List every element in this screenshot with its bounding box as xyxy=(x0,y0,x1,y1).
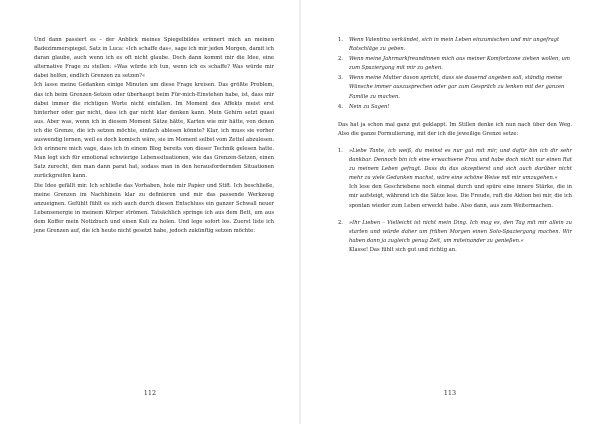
list-item-text: Wenn meine Jahrmarkfreundinnen mich aus meiner Komfortzone ziehen wollen, um zum Spaziergang mit mir zu gehen. xyxy=(349,56,570,72)
list-item-number: 2. xyxy=(338,219,343,226)
list-item-number: 1. xyxy=(338,147,343,154)
list-item xyxy=(338,147,572,211)
right-page xyxy=(300,0,600,424)
phrase-followup: Ich lese den Geschriebene noch einmal durch und spüre eine innere Stärke, die in mir aufsteigt, während ich die Sätze lese. Die Freude, ruft die Aktion bei mir, die ich spontan wieder zum Leben erweckt habe. Also dann, aus zum Weitermachen. xyxy=(349,184,572,209)
left-page-number: 112 xyxy=(143,389,157,397)
list-item xyxy=(338,219,572,255)
spacer xyxy=(338,139,572,147)
phrase-text: »Liebe Tante, ich weiß, du meinst es nur gut mit mir, und dafür bin ich dir sehr dankbar. Dennoch bin ich eine erwachsene Frau und habe doch nicht nur einen Rat zu meinem Leben gefragt. Dass du das akzeptierst und sich auch darüber nicht mehr zu viele Gedanken machst, wäre eine schöne Weise mit mir umzugehen.« xyxy=(349,147,572,182)
list-item-number: 2. xyxy=(338,56,343,63)
list-item-number: 4. xyxy=(338,103,343,110)
left-paragraph-2: Ich lasse meine Gedanken einige Minuten um diese Frage kreisen. Das größte Problem, das ich beim Grenzen-Setzen oder überhaupt beim Für-mich-Einstehen habe, ist, dass mir dabei immer die richtigen Worte nicht einfallen. Im Moment des Affekts meist erst hinterher oder gar nicht, dass ich gar nicht klar denken kann. Mein Gehirn setzt quasi aus. Aber was, wenn ich in diesem Moment Sätze hätte, Karten wie mir hätte, von denen ich die Grenze, die ich setzen möchte, einfach ablesen könnte? Klar, ich muss sie vorher auswendig lernen, weil es doch komisch wäre, sie im Moment selbst vom Zettel abzulesen. Ich erinnere mich vage, dass ich in einem Blog bereits von dieser Technik gelesen hatte. Man legt sich für emotional schwierige Lebenssituationen, wie das Grenzen-Setzen, einen Satz zurecht, den man dann parat hat, sodass man in den herausfordernden Situationen zurückgreifen kann. xyxy=(34,82,274,180)
list-item xyxy=(338,103,572,112)
spacer xyxy=(338,113,572,121)
phrase-followup: Klasse! Das fühlt sich gut und richtig an. xyxy=(349,246,457,253)
right-text-block xyxy=(338,36,572,256)
list-item-text: Wenn Valentina verkündet, sich in mein Leben einzumischen und mir ungefragt Ratschläge zu geben. xyxy=(349,37,560,53)
phrase-text: »Ihr Lieben – Vielleicht ist nicht mein Ding. Ich mag es, den Tag mit mir allein zu starten und würde daher um frühen Morgen einen Solo-Spaziergang machen. Wir haben dann ja zugleich genug Zeit, um miteinander zu genießen.« xyxy=(349,219,572,244)
list-item-text: Nein zu Sagen! xyxy=(349,103,390,110)
left-text-block xyxy=(34,36,274,236)
list-item-number: 3. xyxy=(338,75,343,82)
left-paragraph-1: Und dann passiert es – der Anblick meines Spiegelbildes erinnert mich an meinen Badezimmerspiegel. Satz in Luca: »Ich schaffe das«, sage ich mir jeden Morgen, damit ich daran glaube, auch wenn ich es oft nicht glaube. Doch dann kommt mir die Idee, eine alternative Frage zu stellen: »Was würde ich tun, wenn ich es schaffe? Was würde mir dabei helfen, endlich Grenzen zu setzen?« xyxy=(34,37,274,80)
list-item xyxy=(338,74,572,101)
phrase-list xyxy=(338,147,572,255)
right-page-number: 113 xyxy=(443,389,457,397)
list-item-text: Wenn meine Mutter davon spricht, dass sie dauernd angeben soll, ständig meine Wünsche immer auszusprechen oder gar zum Gespräch zu lenken mit der ganzen Familie zu machen. xyxy=(349,75,565,100)
list-item xyxy=(338,55,572,73)
left-paragraph-3: Die Idee gefällt mir. Ich schließe das Vorhaben, hole mir Papier und Stift. Ich beschließe, meine Grenzen im Nachhinein klar zu definieren und mir das passende Werkzeug anzueignen. Gefühlt fühlt es sich auch durch diesen Entschluss ein ganzer Schwall neuer Lebensenergie in meinem Körper strömen. Tatsächlich springe ich aus dem Bett, um aus dem Koffer mein Notizbuch und einen Kuli zu holen. Und lege sofort los. Zuerst liste ich jene Grenzen auf, die ich heute nicht gesetzt habe, jedoch zukünftig setzen möchte: xyxy=(34,182,274,234)
list-item xyxy=(338,36,572,54)
list-item-number: 1. xyxy=(338,37,343,43)
right-middle-paragraph: Das hat ja schon mal ganz gut geklappt. Im Stillen denke ich nun nach über den Weg. Also die ganze Formulierung, mit der ich die jeweilige Grenze setze: xyxy=(338,121,572,137)
boundary-list xyxy=(338,36,572,112)
